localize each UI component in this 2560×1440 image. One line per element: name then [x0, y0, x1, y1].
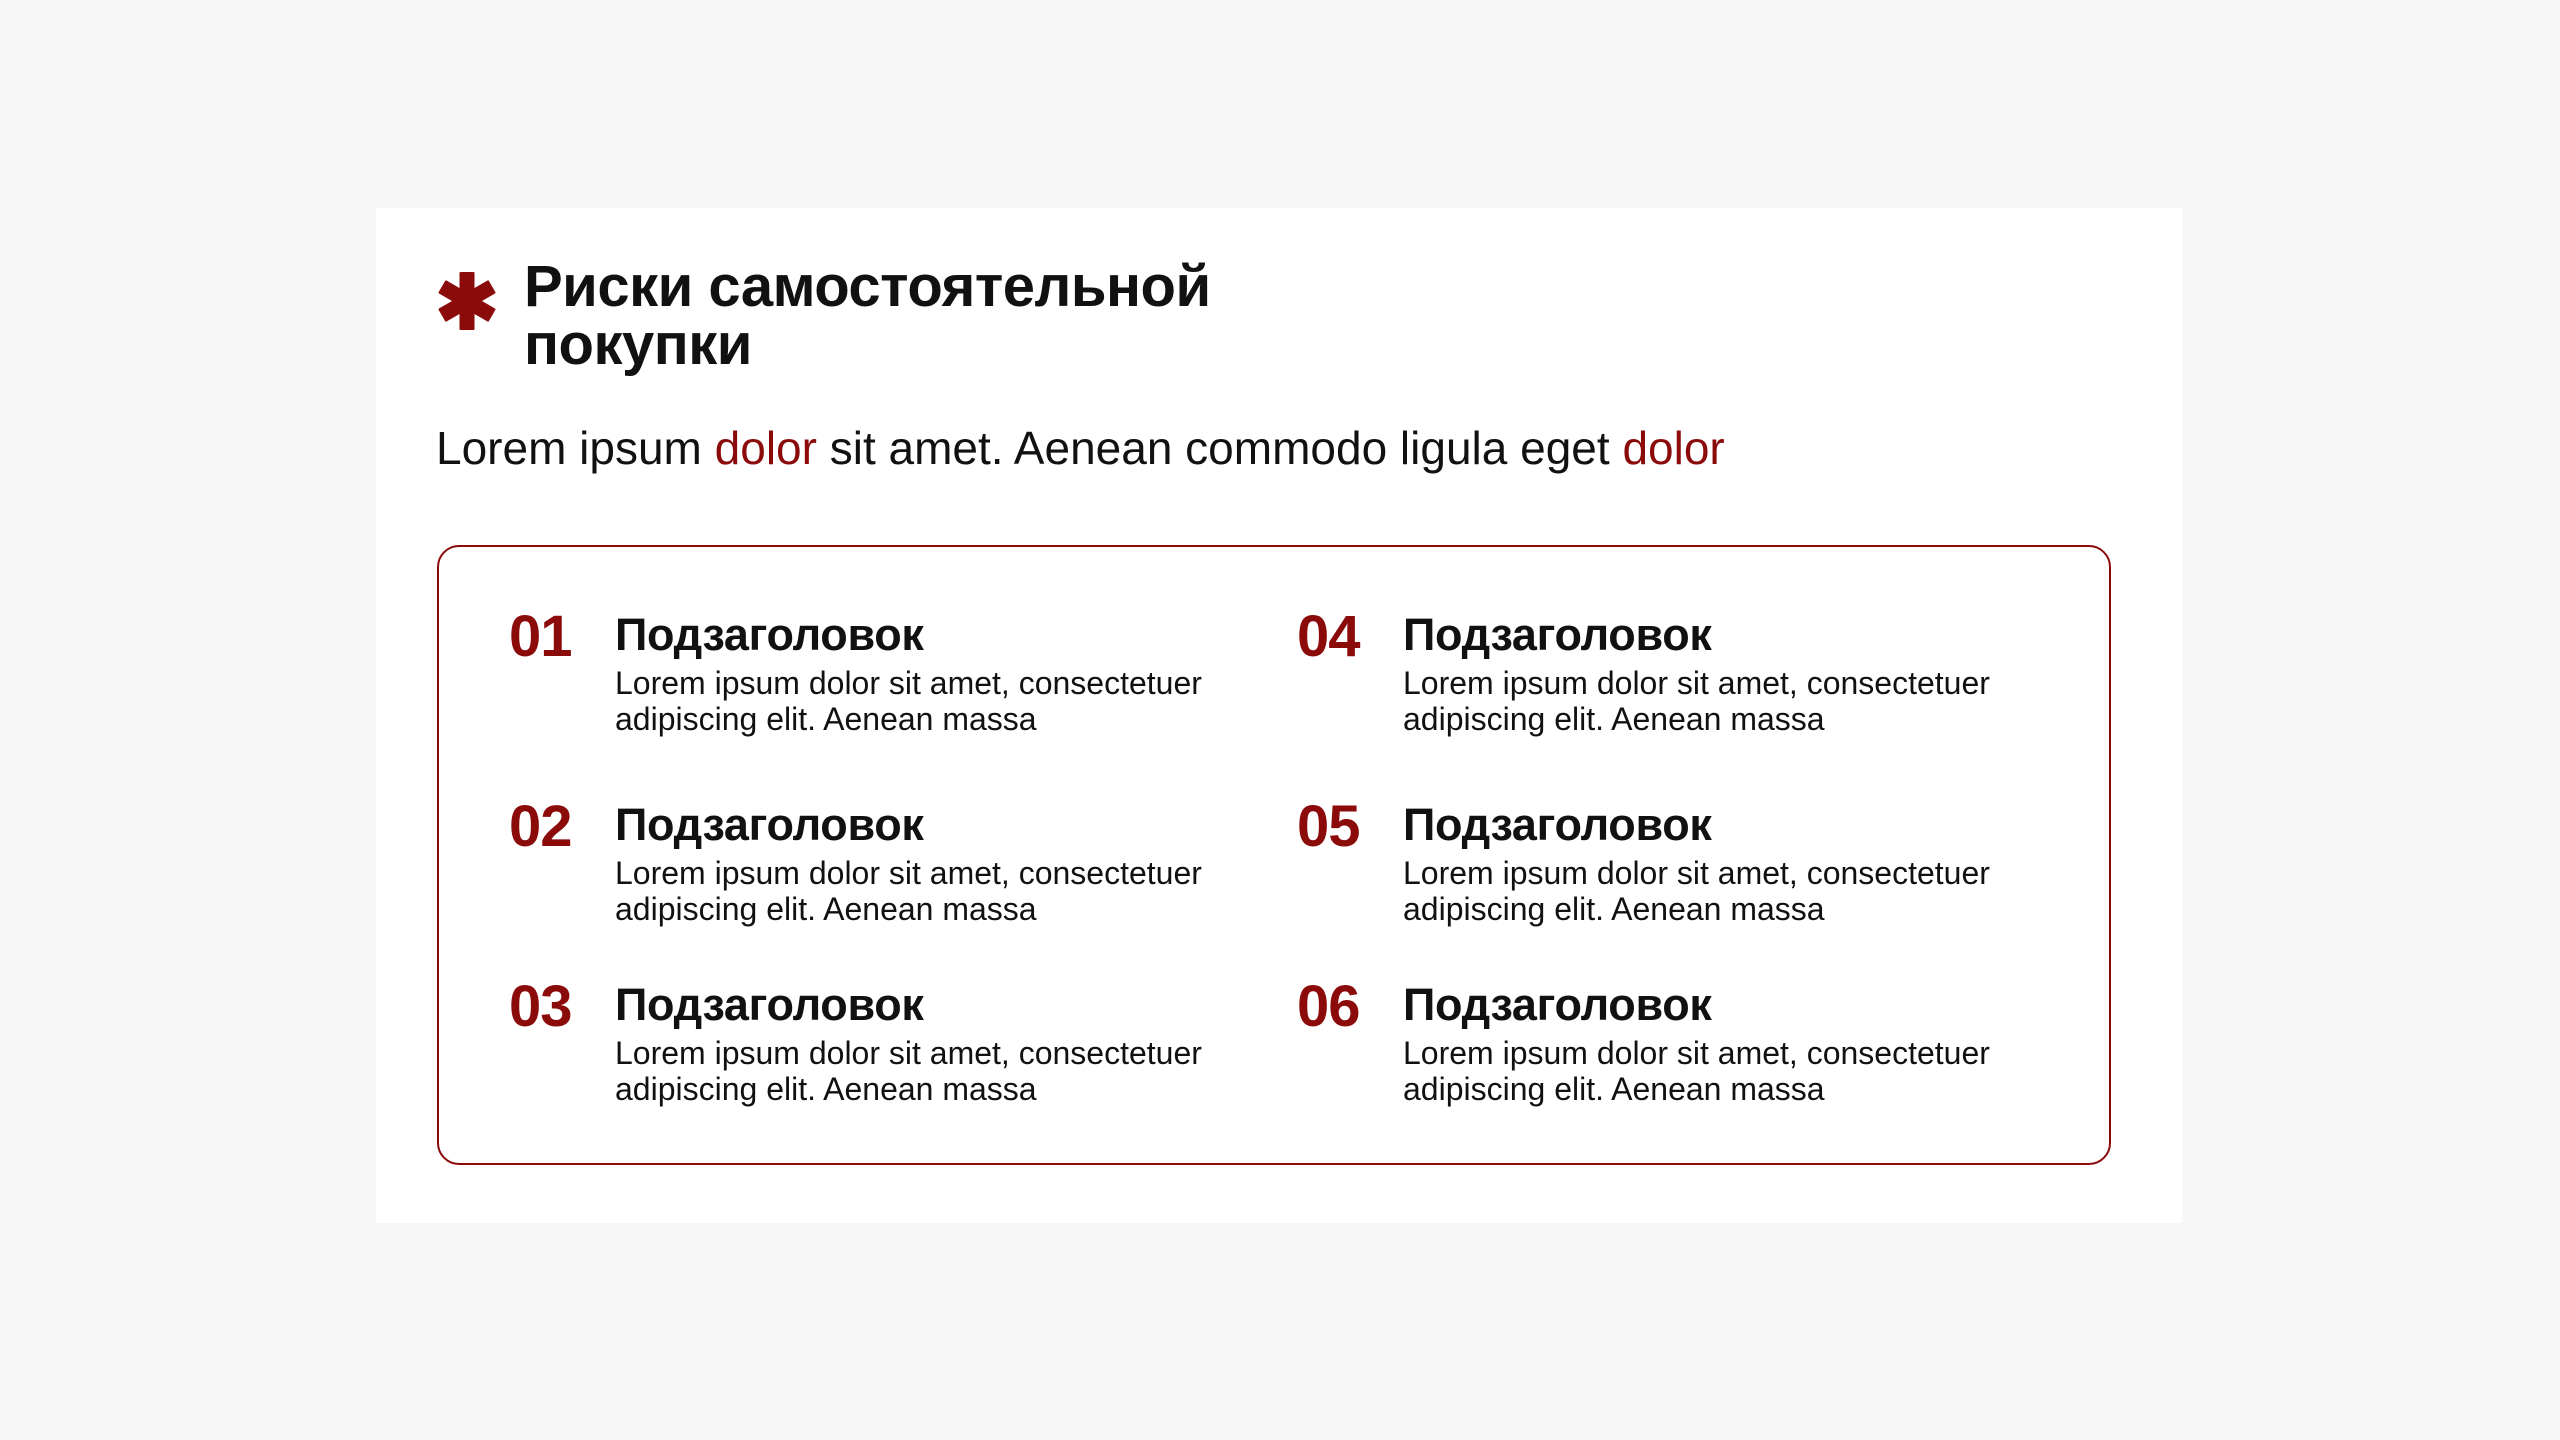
intro-accent-1: dolor	[714, 422, 817, 474]
item-heading: Подзаголовок	[615, 799, 924, 850]
asterisk-icon	[436, 270, 498, 332]
item-number: 02	[509, 794, 572, 859]
item-text-block	[1403, 977, 2023, 1107]
item-description: Lorem ipsum dolor sit amet, consectetuer adipiscing elit. Aenean massa	[615, 1035, 1202, 1107]
page-title: Риски самостоятельной покупки	[524, 254, 1211, 377]
item-description: Lorem ipsum dolor sit amet, consectetuer adipiscing elit. Aenean massa	[1403, 1035, 1990, 1107]
item-text-block	[615, 977, 1235, 1107]
item-number: 03	[509, 974, 572, 1039]
item-description: Lorem ipsum dolor sit amet, consectetuer adipiscing elit. Aenean massa	[615, 855, 1202, 927]
item-heading: Подзаголовок	[615, 609, 924, 660]
list-item	[509, 794, 1235, 927]
list-item	[1297, 794, 2023, 927]
intro-accent-2: dolor	[1622, 422, 1725, 474]
item-description: Lorem ipsum dolor sit amet, consectetuer adipiscing elit. Aenean massa	[1403, 855, 1990, 927]
list-item	[1297, 974, 2023, 1107]
item-description: Lorem ipsum dolor sit amet, consectetuer adipiscing elit. Aenean massa	[615, 665, 1202, 737]
item-heading: Подзаголовок	[615, 979, 924, 1030]
item-number: 04	[1297, 604, 1360, 669]
item-heading: Подзаголовок	[1403, 979, 1712, 1030]
item-text-block	[1403, 797, 2023, 927]
intro-part-2: sit amet. Aenean commodo ligula eget	[816, 422, 1623, 474]
slide-card	[376, 208, 2182, 1223]
title-row	[436, 254, 1284, 377]
intro-part-1: Lorem ipsum	[436, 422, 715, 474]
list-item	[509, 604, 1235, 737]
risks-list-box	[437, 545, 2111, 1165]
intro-text	[436, 420, 1725, 476]
item-number: 06	[1297, 974, 1360, 1039]
item-heading: Подзаголовок	[1403, 609, 1712, 660]
list-item	[509, 974, 1235, 1107]
item-text-block	[615, 607, 1235, 737]
item-description: Lorem ipsum dolor sit amet, consectetuer adipiscing elit. Aenean massa	[1403, 665, 1990, 737]
item-text-block	[1403, 607, 2023, 737]
item-heading: Подзаголовок	[1403, 799, 1712, 850]
item-text-block	[615, 797, 1235, 927]
list-item	[1297, 604, 2023, 737]
item-number: 05	[1297, 794, 1360, 859]
item-number: 01	[509, 604, 572, 669]
